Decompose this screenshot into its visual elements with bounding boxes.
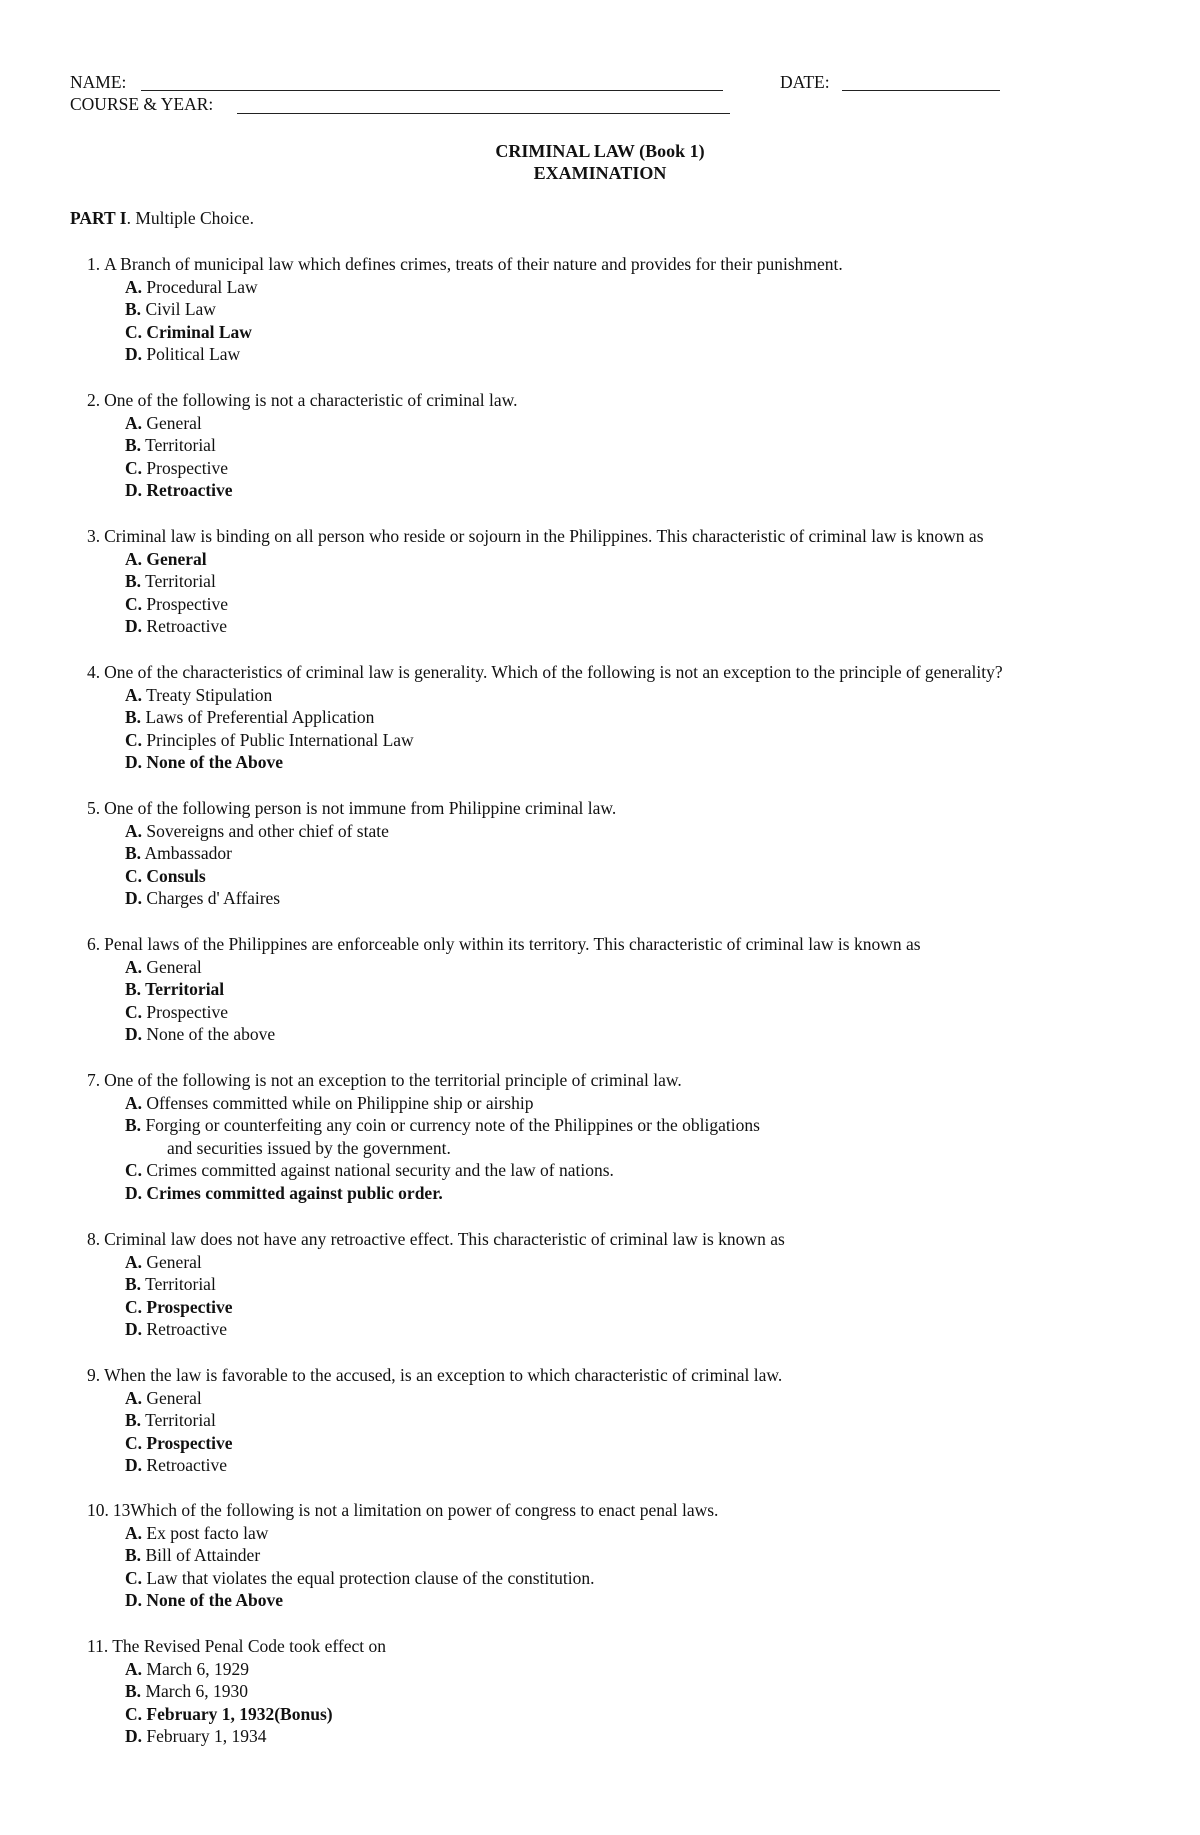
choice-b[interactable]	[87, 1544, 1187, 1567]
choice-text: Crimes committed against national security and the law of nations.	[146, 1160, 614, 1181]
question-7	[87, 1069, 1187, 1205]
choice-letter: B.	[125, 1274, 142, 1295]
choice-text: March 6, 1929	[146, 1658, 249, 1679]
question-stem	[87, 1069, 1187, 1092]
part-text: . Multiple Choice.	[126, 208, 254, 228]
question-11	[87, 1635, 1187, 1748]
choice-d[interactable]	[87, 615, 1187, 638]
choice-list	[87, 956, 1187, 1046]
question-10	[87, 1499, 1187, 1612]
question-number: 11.	[87, 1636, 109, 1656]
choice-c[interactable]	[87, 1001, 1187, 1024]
choice-text: General	[146, 1251, 202, 1272]
choice-a[interactable]	[87, 412, 1187, 435]
question-number: 9.	[87, 1365, 101, 1385]
choice-text: Prospective	[146, 1432, 233, 1453]
choice-letter: C.	[125, 1296, 143, 1317]
question-text: When the law is favorable to the accused, is an exception to which characteristic of criminal law.	[104, 1365, 783, 1385]
question-stem	[87, 1499, 1187, 1522]
choice-text: Prospective	[146, 1001, 229, 1022]
question-number: 4.	[87, 662, 101, 682]
question-stem	[87, 389, 1187, 412]
choice-letter: D.	[125, 1319, 143, 1340]
choice-text: Retroactive	[146, 480, 233, 501]
choice-letter: A.	[125, 548, 143, 569]
choice-letter: A.	[125, 412, 143, 433]
choice-letter: D.	[125, 1182, 143, 1203]
choice-text: February 1, 1932(Bonus)	[146, 1703, 333, 1724]
question-number: 2.	[87, 390, 101, 410]
choice-letter: D.	[125, 1455, 143, 1476]
choice-letter: C.	[125, 1703, 143, 1724]
question-number: 10.	[87, 1500, 109, 1520]
question-stem	[87, 933, 1187, 956]
part-heading	[70, 207, 254, 230]
question-text: 13Which of the following is not a limitation on power of congress to enact penal laws.	[112, 1500, 719, 1520]
choice-text: February 1, 1934	[146, 1726, 267, 1747]
name-field-line[interactable]	[141, 90, 723, 91]
choice-text: Retroactive	[146, 1455, 228, 1476]
question-6	[87, 933, 1187, 1046]
choice-text: Laws of Preferential Application	[145, 707, 375, 728]
question-stem	[87, 797, 1187, 820]
choice-letter: B.	[125, 843, 142, 864]
choice-text: Ambassador	[144, 843, 232, 864]
question-5	[87, 797, 1187, 910]
date-field-line[interactable]	[842, 90, 1000, 91]
choice-list	[87, 1251, 1187, 1341]
choice-letter: C.	[125, 1001, 143, 1022]
choice-list	[87, 276, 1187, 366]
choice-letter: B.	[125, 1545, 142, 1566]
choice-text: Forging or counterfeiting any coin or currency note of the Philippines or the obligations	[145, 1115, 760, 1136]
question-number: 1.	[87, 254, 101, 274]
choice-letter: B.	[125, 979, 142, 1000]
choice-text: Procedural Law	[146, 276, 258, 297]
question-stem	[87, 1635, 1187, 1658]
choice-text: Prospective	[146, 457, 229, 478]
question-text: One of the following person is not immune from Philippine criminal law.	[104, 798, 617, 818]
choice-text: Charges d' Affaires	[146, 888, 281, 909]
question-number: 8.	[87, 1229, 101, 1249]
question-number: 6.	[87, 934, 101, 954]
choice-list	[87, 1387, 1187, 1477]
choice-letter: C.	[125, 1567, 143, 1588]
question-stem	[87, 1228, 1187, 1251]
choice-b[interactable]	[87, 1114, 1187, 1137]
choice-a[interactable]	[87, 1387, 1187, 1410]
choice-text: Law that violates the equal protection clause of the constitution.	[146, 1567, 595, 1588]
choice-letter: C.	[125, 1432, 143, 1453]
course-year-label: COURSE & YEAR:	[70, 94, 214, 114]
choice-text: Retroactive	[146, 616, 228, 637]
choice-letter: D.	[125, 1726, 143, 1747]
choice-c-correct[interactable]	[87, 1703, 1187, 1726]
choice-text: Territorial	[145, 435, 216, 456]
choice-d[interactable]	[87, 1023, 1187, 1046]
choice-c-correct[interactable]	[87, 865, 1187, 888]
choice-c[interactable]	[87, 729, 1187, 752]
choice-text: Political Law	[146, 344, 241, 365]
choice-text: Territorial	[145, 1410, 216, 1431]
question-stem	[87, 253, 1187, 276]
question-9	[87, 1364, 1187, 1477]
choice-d-correct[interactable]	[87, 751, 1187, 774]
question-number: 7.	[87, 1070, 101, 1090]
question-1	[87, 253, 1187, 366]
choice-c-correct[interactable]	[87, 1296, 1187, 1319]
choice-list	[87, 1092, 1187, 1205]
choice-text: None of the above	[146, 1024, 276, 1045]
choice-letter: C.	[125, 729, 143, 750]
question-4	[87, 661, 1187, 774]
choice-letter: B.	[125, 1115, 142, 1136]
question-number: 3.	[87, 526, 101, 546]
choice-d[interactable]	[87, 343, 1187, 366]
question-stem	[87, 661, 1187, 684]
choice-letter: A.	[125, 1251, 143, 1272]
choice-letter: B.	[125, 1681, 142, 1702]
question-number: 5.	[87, 798, 101, 818]
choice-a[interactable]	[87, 276, 1187, 299]
choice-d-correct[interactable]	[87, 479, 1187, 502]
choice-letter: B.	[125, 707, 142, 728]
choice-a[interactable]	[87, 820, 1187, 843]
choice-b[interactable]	[87, 1273, 1187, 1296]
choice-letter: D.	[125, 888, 143, 909]
choice-c[interactable]	[87, 1159, 1187, 1182]
choice-text: Prospective	[146, 593, 229, 614]
choice-list	[87, 1658, 1187, 1748]
choice-a[interactable]	[87, 1251, 1187, 1274]
question-stem	[87, 525, 1187, 548]
question-3	[87, 525, 1187, 638]
choice-list	[87, 412, 1187, 502]
choice-a[interactable]	[87, 956, 1187, 979]
choice-letter: B.	[125, 299, 142, 320]
choice-letter: D.	[125, 480, 143, 501]
choice-c[interactable]	[87, 593, 1187, 616]
question-text: One of the following is not an exception to the territorial principle of criminal law.	[104, 1070, 682, 1090]
part-label: PART I	[70, 208, 127, 228]
question-text: One of the following is not a characteristic of criminal law.	[104, 390, 518, 410]
question-text: A Branch of municipal law which defines crimes, treats of their nature and provides for their punishment.	[104, 254, 843, 274]
choice-letter: D.	[125, 616, 143, 637]
date-label: DATE:	[780, 72, 830, 92]
choice-letter: A.	[125, 1658, 143, 1679]
choice-text: Sovereigns and other chief of state	[146, 820, 389, 841]
choice-d-correct[interactable]	[87, 1589, 1187, 1612]
question-text: Penal laws of the Philippines are enforceable only within its territory. This characteristic of criminal law is known as	[104, 934, 921, 954]
choice-letter: A.	[125, 1092, 143, 1113]
choice-c-correct[interactable]	[87, 321, 1187, 344]
choice-letter: A.	[125, 1387, 143, 1408]
choice-c-correct[interactable]	[87, 1432, 1187, 1455]
choice-a[interactable]	[87, 1658, 1187, 1681]
choice-list	[87, 684, 1187, 774]
choice-c[interactable]	[87, 1567, 1187, 1590]
choice-letter: C.	[125, 1160, 143, 1181]
choice-letter: A.	[125, 1522, 143, 1543]
exam-subtitle: EXAMINATION	[533, 163, 667, 183]
choice-text: General	[146, 412, 202, 433]
choice-list	[87, 548, 1187, 638]
choice-letter: A.	[125, 956, 143, 977]
choice-d[interactable]	[87, 1725, 1187, 1748]
choice-text: General	[146, 956, 202, 977]
choice-a-correct[interactable]	[87, 548, 1187, 571]
choice-text: Treaty Stipulation	[146, 684, 273, 705]
choice-letter: B.	[125, 571, 142, 592]
exam-title: CRIMINAL LAW (Book 1)	[495, 141, 705, 161]
choice-text: Prospective	[146, 1296, 233, 1317]
question-8	[87, 1228, 1187, 1341]
choice-letter: A.	[125, 276, 143, 297]
question-text: The Revised Penal Code took effect on	[112, 1636, 387, 1656]
choice-b[interactable]	[87, 434, 1187, 457]
choice-text: None of the Above	[146, 752, 283, 773]
course-year-field-line[interactable]	[237, 113, 730, 114]
question-2	[87, 389, 1187, 502]
choice-text: Territorial	[145, 1274, 216, 1295]
choice-b[interactable]	[87, 706, 1187, 729]
choice-text: General	[146, 548, 207, 569]
choice-letter: A.	[125, 820, 143, 841]
choice-text: None of the Above	[146, 1590, 283, 1611]
choice-letter: B.	[125, 435, 142, 456]
choice-list	[87, 1522, 1187, 1612]
choice-text: Crimes committed against public order.	[146, 1182, 443, 1203]
choice-d[interactable]	[87, 1318, 1187, 1341]
choice-d[interactable]	[87, 887, 1187, 910]
question-stem	[87, 1364, 1187, 1387]
choice-letter: D.	[125, 752, 143, 773]
choice-text: Criminal Law	[146, 321, 252, 342]
choice-d-correct[interactable]	[87, 1182, 1187, 1205]
choice-letter: C.	[125, 321, 143, 342]
choice-letter: D.	[125, 344, 143, 365]
choice-letter: D.	[125, 1590, 143, 1611]
choice-letter: C.	[125, 865, 143, 886]
choice-a[interactable]	[87, 684, 1187, 707]
choice-text: Retroactive	[146, 1319, 228, 1340]
choice-text: Principles of Public International Law	[146, 729, 414, 750]
choice-text: Bill of Attainder	[145, 1545, 261, 1566]
choice-text: Offenses committed while on Philippine ship or airship	[146, 1092, 534, 1113]
choice-text: Territorial	[145, 979, 225, 1000]
question-text: One of the characteristics of criminal law is generality. Which of the following is not an exception to the principle of generality?	[104, 662, 1003, 682]
question-text: Criminal law does not have any retroactive effect. This characteristic of criminal law is known as	[104, 1229, 785, 1249]
choice-b[interactable]	[87, 1680, 1187, 1703]
question-text: Criminal law is binding on all person who reside or sojourn in the Philippines. This characteristic of criminal law is known as	[104, 526, 984, 546]
choice-list	[87, 820, 1187, 910]
choice-c[interactable]	[87, 457, 1187, 480]
choice-text: Ex post facto law	[146, 1522, 269, 1543]
choice-d[interactable]	[87, 1454, 1187, 1477]
choice-text-continuation: and securities issued by the government.	[167, 1137, 451, 1158]
choice-b[interactable]	[87, 1409, 1187, 1432]
choice-text: Consuls	[146, 865, 206, 886]
choice-letter: C.	[125, 457, 143, 478]
choice-text: Territorial	[145, 571, 216, 592]
choice-a[interactable]	[87, 1092, 1187, 1115]
choice-text: Civil Law	[145, 299, 216, 320]
choice-b[interactable]	[87, 570, 1187, 593]
choice-letter: A.	[125, 684, 143, 705]
choice-letter: C.	[125, 593, 143, 614]
choice-letter: B.	[125, 1410, 142, 1431]
choice-b[interactable]	[87, 298, 1187, 321]
choice-text: General	[146, 1387, 202, 1408]
choice-a[interactable]	[87, 1522, 1187, 1545]
choice-text: March 6, 1930	[145, 1681, 248, 1702]
choice-b-correct[interactable]	[87, 978, 1187, 1001]
choice-b[interactable]	[87, 842, 1187, 865]
name-label: NAME:	[70, 72, 127, 92]
choice-letter: D.	[125, 1024, 143, 1045]
